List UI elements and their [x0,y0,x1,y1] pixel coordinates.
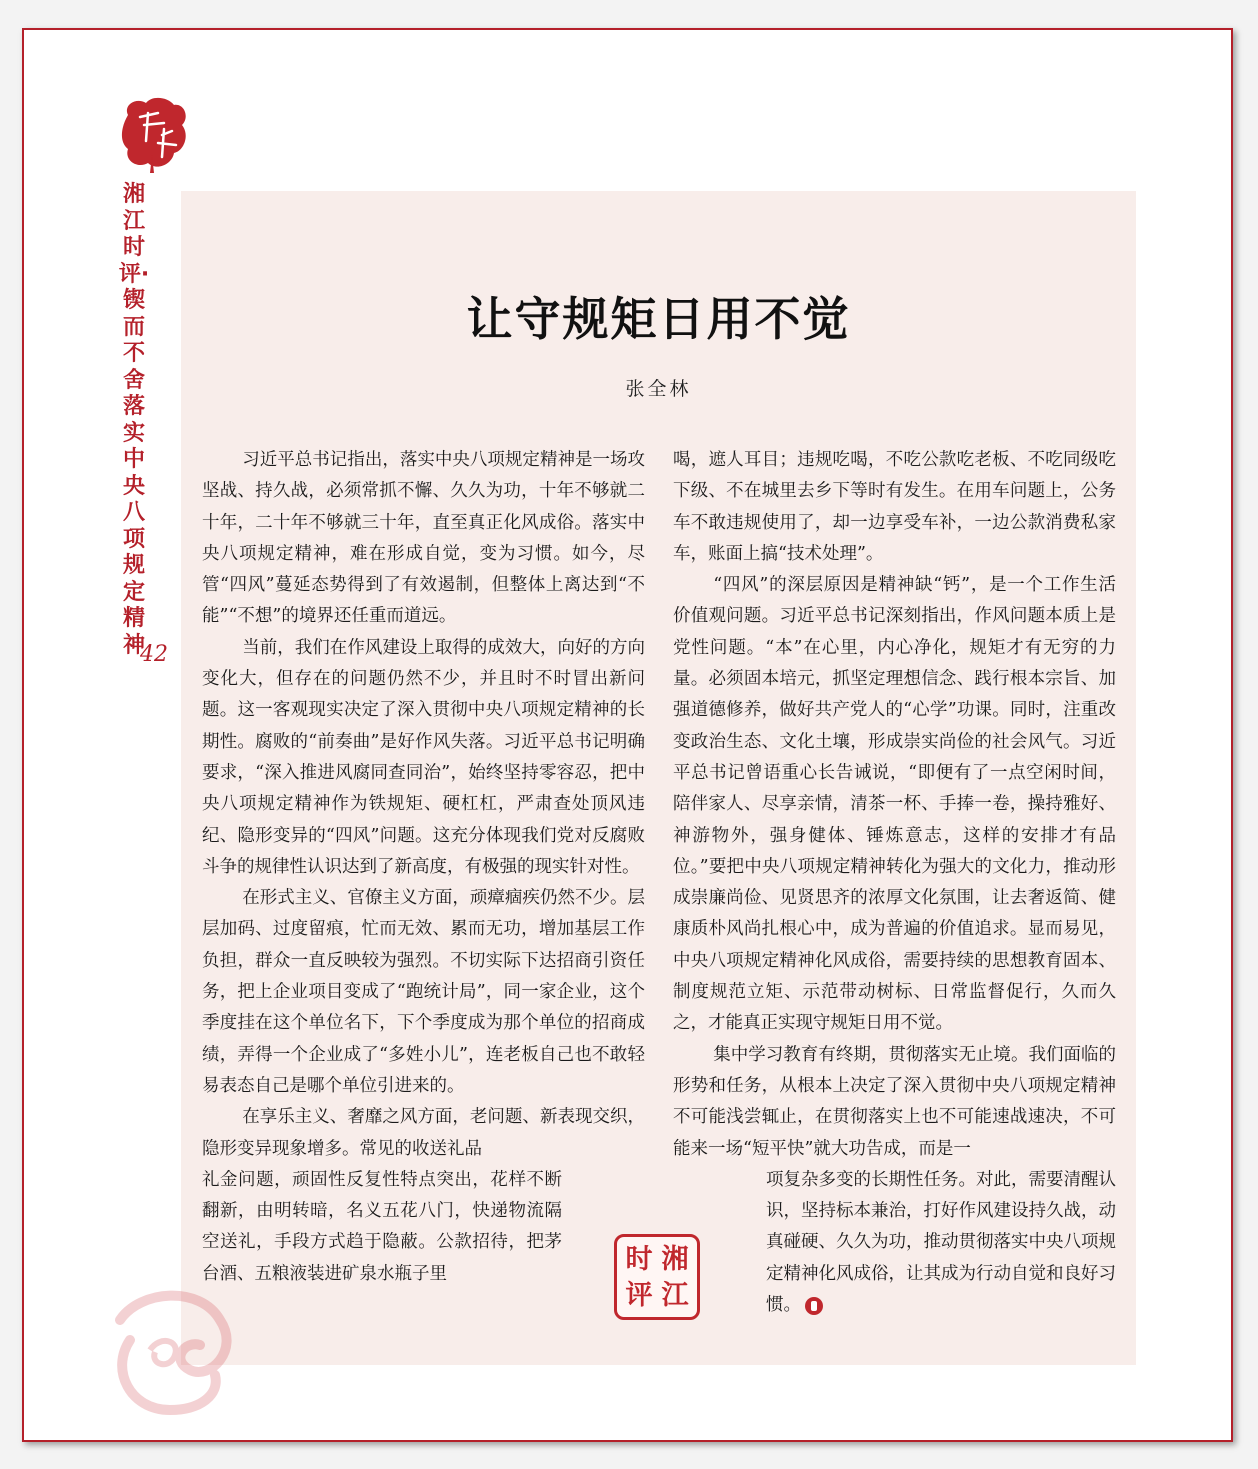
article-author: 张全林 [625,378,692,400]
column-title: 湘江时评·锲而不舍落实中央八项规定精神 [118,182,150,658]
red-calligraphy-seal-icon [118,95,190,173]
ink-wash-watermark-icon [90,1280,250,1430]
paragraph: 当前，我们在作风建设上取得的成效大，向好的方向变化大，但存在的问题仍然不少，并且时不时冒出新问题。这一客观现实决定了深入贯彻中央八项规定精神的长期性。腐败的“前奏曲”是好作风失落。习近平总书记明确要求，“深入推进风腐同查同治”，始终坚持零容忍，把中央八项规定精神作为铁规矩、硬杠杠，严肃查处顶风违纪、隐形变异的“四风”问题。这充分体现我们党对反腐败斗争的规律性认识达到了新高度，有极强的现实针对性。 [202,637,645,877]
paragraph: 集中学习教育有终期，贯彻落实无止境。我们面临的形势和任务，从根本上决定了深入贯彻中央八项规定精神不可能浅尝辄止，在贯彻落实上也不可能速战速决，不可能来一场“短平快”就大功告成，而是一 [673,1044,1116,1159]
paragraph-continued: 礼金问题，顽固性反复性特点突出，花样不断翻新，由明转暗，名义五花八门，快递物流隔空送礼，手段方式趋于隐蔽。公款招待，把茅台酒、五粮液装进矿泉水瓶子里 [202,1169,562,1284]
stamp-char: 湘 [661,1244,689,1275]
paragraph: 在享乐主义、奢靡之风方面，老问题、新表现交织，隐形变异现象增多。常见的收送礼品 [202,1107,645,1159]
closing-text: 项复杂多变的长期性任务。对此，需要清醒认识，坚持标本兼治，打好作风建设持久战，动真碰硬、久久为功，推动贯彻落实中央八项规定精神化风成俗，让其成为行动自觉和良好习惯。 [766,1169,1116,1316]
stamp-char: 时 [625,1244,653,1275]
paragraph: “四风”的深层原因是精神缺“钙”，是一个工作生活价值观问题。习近平总书记深刻指出，作风问题本质上是党性问题。“本”在心里，内心净化，规矩才有无穷的力量。必须固本培元，抓坚定理想信念、践行根本宗旨、加强道德修养，做好共产党人的“心学”功课。同时，注重改变政治生态、文化土壤，形成崇实尚俭的社会风气。习近平总书记曾语重心长告诫说，“即便有了一点空闲时间，陪伴家人、尽享亲情，清茶一杯、手捧一卷，操持雅好、神游物外，强身健体、锤炼意志，这样的安排才有品位。”要把中央八项规定精神转化为强大的文化力，推动形成崇廉尚俭、见贤思齐的浓厚文化氛围，让去奢返简、健康质朴风尚扎根心中，成为普遍的价值追求。显而易见，中央八项规定精神化风成俗，需要持续的思想教育固本、制度规范立矩、示范带动树标、日常监督促行，久而久之，才能真正实现守规矩日用不觉。 [673,575,1116,1034]
end-mark-icon [805,1297,823,1315]
paragraph: 习近平总书记指出，落实中央八项规定精神是一场攻坚战、持久战，必须常抓不懈、久久为功，十年不够就二十年，二十年不够就三十年，直至真正化风成俗。落实中央八项规定精神，难在形成自觉，变为习惯。如今，尽管“四风”蔓延态势得到了有效遏制，但整体上离达到“不能”“不想”的境界还任重而道远。 [202,450,645,627]
article-title: 让守规矩日用不觉 [466,292,851,346]
stamp-char: 评 [625,1280,653,1311]
paragraph: 在形式主义、官僚主义方面，顽瘴痼疾仍然不少。层层加码、过度留痕，忙而无效、累而无功，增加基层工作负担，群众一直反映较为强烈。不切实际下达招商引资任务，把上企业项目变成了“跑统计局”，同一家企业，这个季度挂在这个单位名下，下个季度成为那个单位的招商成绩，弄得一个企业成了“多姓小儿”，连老板自己也不敢轻易表态自己是哪个单位引进来的。 [202,888,645,1096]
red-seal-stamp-icon [614,1234,700,1320]
paragraph-continued: 喝，遮人耳目；违规吃喝，不吃公款吃老板、不吃同级吃下级、不在城里去乡下等时有发生。在用车问题上，公务车不敢违规使用了，却一边享受车补，一边公款消费私家车，账面上搞“技术处理”。 [673,450,1116,564]
article-left-column [202,445,645,1290]
article-right-column [673,445,1116,1321]
paragraph-continued [766,1165,1116,1321]
page-number: 42 [140,642,168,667]
stamp-char: 江 [661,1280,689,1311]
